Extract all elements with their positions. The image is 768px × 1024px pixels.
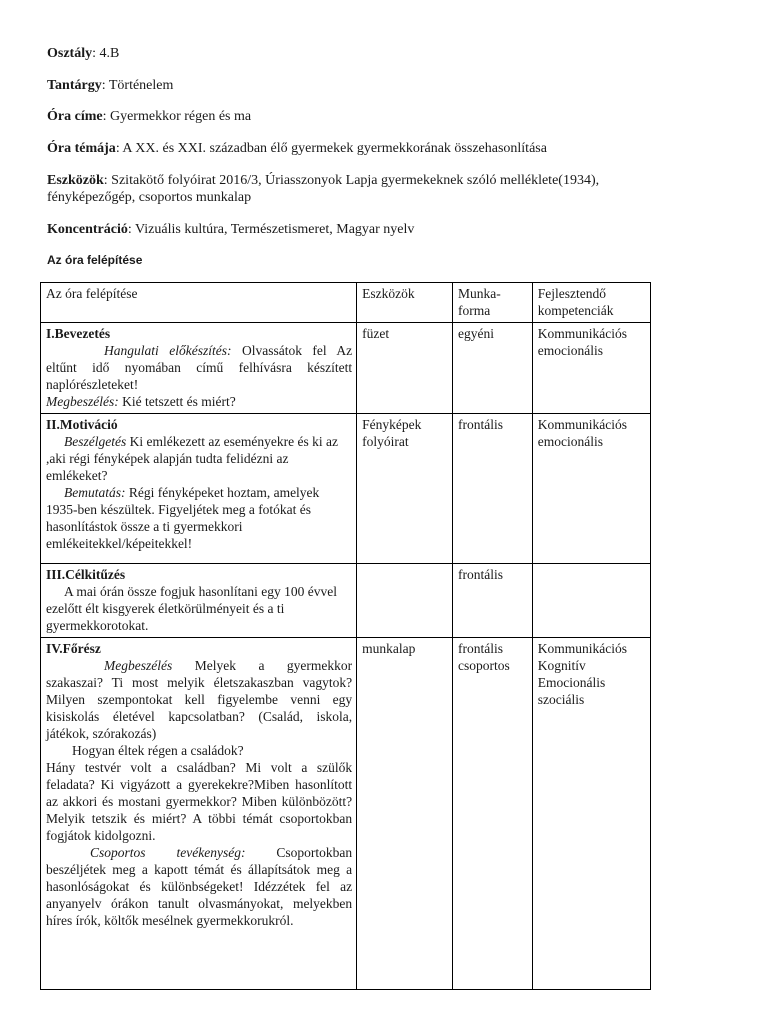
paragraph bbox=[46, 393, 352, 410]
activity-label: Megbeszélés bbox=[104, 658, 173, 673]
paragraph bbox=[46, 484, 352, 552]
tools-cell: Fényképek folyóirat bbox=[357, 414, 453, 564]
tools-cell bbox=[357, 564, 453, 638]
header-tools: Eszközök bbox=[357, 283, 453, 323]
concentration-line bbox=[47, 221, 687, 238]
activity-text: Olvassátok fel Az eltűnt idő nyomában című felhívásra készített naplórészleteket! bbox=[46, 343, 353, 392]
class-label: Osztály bbox=[47, 46, 93, 61]
concentration-value: : Vizuális kultúra, Természetismeret, Magyar nyelv bbox=[127, 222, 415, 237]
lesson-title-label: Óra címe bbox=[47, 109, 103, 124]
activity-text: Melyek a gyermekkor szakaszai? Ti most melyik életszakaszban vagytok? Milyen szempontokat kell figyelembe venni egy kisiskolás életével kapcsolatban? (Család, iskola, játékok, szórakozás) bbox=[46, 658, 353, 741]
tools-cell: füzet bbox=[357, 323, 453, 414]
paragraph bbox=[46, 342, 352, 393]
paragraph bbox=[46, 844, 352, 929]
header-competencies: Fejlesztendő kompetenciák bbox=[532, 283, 650, 323]
activity-label: Bemutatás: bbox=[64, 485, 126, 500]
table-row bbox=[41, 638, 651, 990]
tools-cell: munkalap bbox=[357, 638, 453, 990]
work-form-cell: frontális bbox=[452, 564, 532, 638]
competencies-cell: Kommunikációs Kognitív Emocionális szociális bbox=[532, 638, 650, 990]
row-content bbox=[41, 323, 357, 414]
paragraph bbox=[46, 583, 352, 634]
lesson-topic-value: : A XX. és XXI. században élő gyermekek gyermekkorának összehasonlítása bbox=[115, 141, 547, 156]
activity-text: Ki emlékezett az eseményekre és ki az ,aki régi fényképek alapján tudta felidézni az emlékeket? bbox=[46, 434, 338, 483]
activity-text: Hány testvér volt a családban? Mi volt a szülők feladata? Ki vigyázott a gyerekekre?Miben hasonlított az akkori és mostani gyermekkor? Miben különbözött? Melyik tetszik és miért? A többi témát csoportokban fogjátok kidolgozni. bbox=[46, 760, 353, 843]
competencies-cell bbox=[532, 564, 650, 638]
class-line bbox=[47, 45, 687, 62]
tools-line bbox=[47, 172, 677, 206]
header-structure: Az óra felépítése bbox=[41, 283, 357, 323]
activity-label: Csoportos tevékenység: bbox=[90, 845, 246, 860]
header-work-form: Munka-forma bbox=[452, 283, 532, 323]
lesson-topic-line bbox=[47, 140, 687, 157]
lesson-title-value: : Gyermekkor régen és ma bbox=[102, 109, 252, 124]
phase-title: III.Célkitűzés bbox=[46, 567, 126, 582]
lesson-plan-table bbox=[40, 282, 651, 990]
subject-value: : Történelem bbox=[101, 78, 174, 93]
work-form-cell: frontális bbox=[452, 414, 532, 564]
competencies-cell: Kommunikációs emocionális bbox=[532, 323, 650, 414]
phase-title: IV.Főrész bbox=[46, 641, 101, 656]
class-value: : 4.B bbox=[92, 46, 120, 61]
activity-text: Régi fényképeket hoztam, amelyek 1935-ben készültek. Figyeljétek meg a fotókat és hasonlítástok össze a ti gyermekkori emlékeitekkel/képeitekkel! bbox=[46, 485, 320, 551]
lesson-title-line bbox=[47, 108, 687, 125]
activity-text: Csoportokban beszéljétek meg a kapott témát és állapítsátok meg a hasonlóságokat és különbségeket! Idézzétek fel az anyanyelv órákon tanult olvasmányokat, melyekben híres írók, költők mesélnek gyermekkorukról. bbox=[46, 845, 353, 928]
table-row bbox=[41, 564, 651, 638]
competencies-cell: Kommunikációs emocionális bbox=[532, 414, 650, 564]
work-form-cell: frontális csoportos bbox=[452, 638, 532, 990]
tools-value: : Szitakötő folyóirat 2016/3, Úriasszonyok Lapja gyermekeknek szóló melléklete(1934), fényképezőgép, csoportos munkalap bbox=[47, 173, 600, 205]
work-form-cell: egyéni bbox=[452, 323, 532, 414]
paragraph bbox=[46, 759, 352, 844]
lesson-topic-label: Óra témája bbox=[47, 141, 116, 156]
phase-title: II.Motiváció bbox=[46, 417, 118, 432]
subject-line bbox=[47, 77, 687, 94]
activity-text: Kié tetszett és miért? bbox=[118, 394, 236, 409]
activity-label: Beszélgetés bbox=[64, 434, 127, 449]
activity-label: Megbeszélés: bbox=[46, 394, 119, 409]
paragraph bbox=[46, 433, 352, 484]
activity-text: A mai órán össze fogjuk hasonlítani egy 100 évvel ezelőtt élt kisgyerek életkörülményeit és a ti gyermekkorotokat. bbox=[46, 584, 337, 633]
table-header-row bbox=[41, 283, 651, 323]
row-content bbox=[41, 564, 357, 638]
table-row bbox=[41, 414, 651, 564]
activity-text: Hogyan éltek régen a családok? bbox=[72, 743, 244, 758]
row-content bbox=[41, 414, 357, 564]
concentration-label: Koncentráció bbox=[47, 222, 128, 237]
subject-label: Tantárgy bbox=[47, 78, 102, 93]
row-content bbox=[41, 638, 357, 990]
paragraph bbox=[46, 657, 352, 742]
phase-title: I.Bevezetés bbox=[46, 326, 111, 341]
activity-label: Hangulati előkészítés: bbox=[104, 343, 232, 358]
tools-label: Eszközök bbox=[47, 173, 104, 188]
section-title: Az óra felépítése bbox=[47, 253, 143, 267]
paragraph bbox=[46, 742, 352, 759]
table-row bbox=[41, 323, 651, 414]
